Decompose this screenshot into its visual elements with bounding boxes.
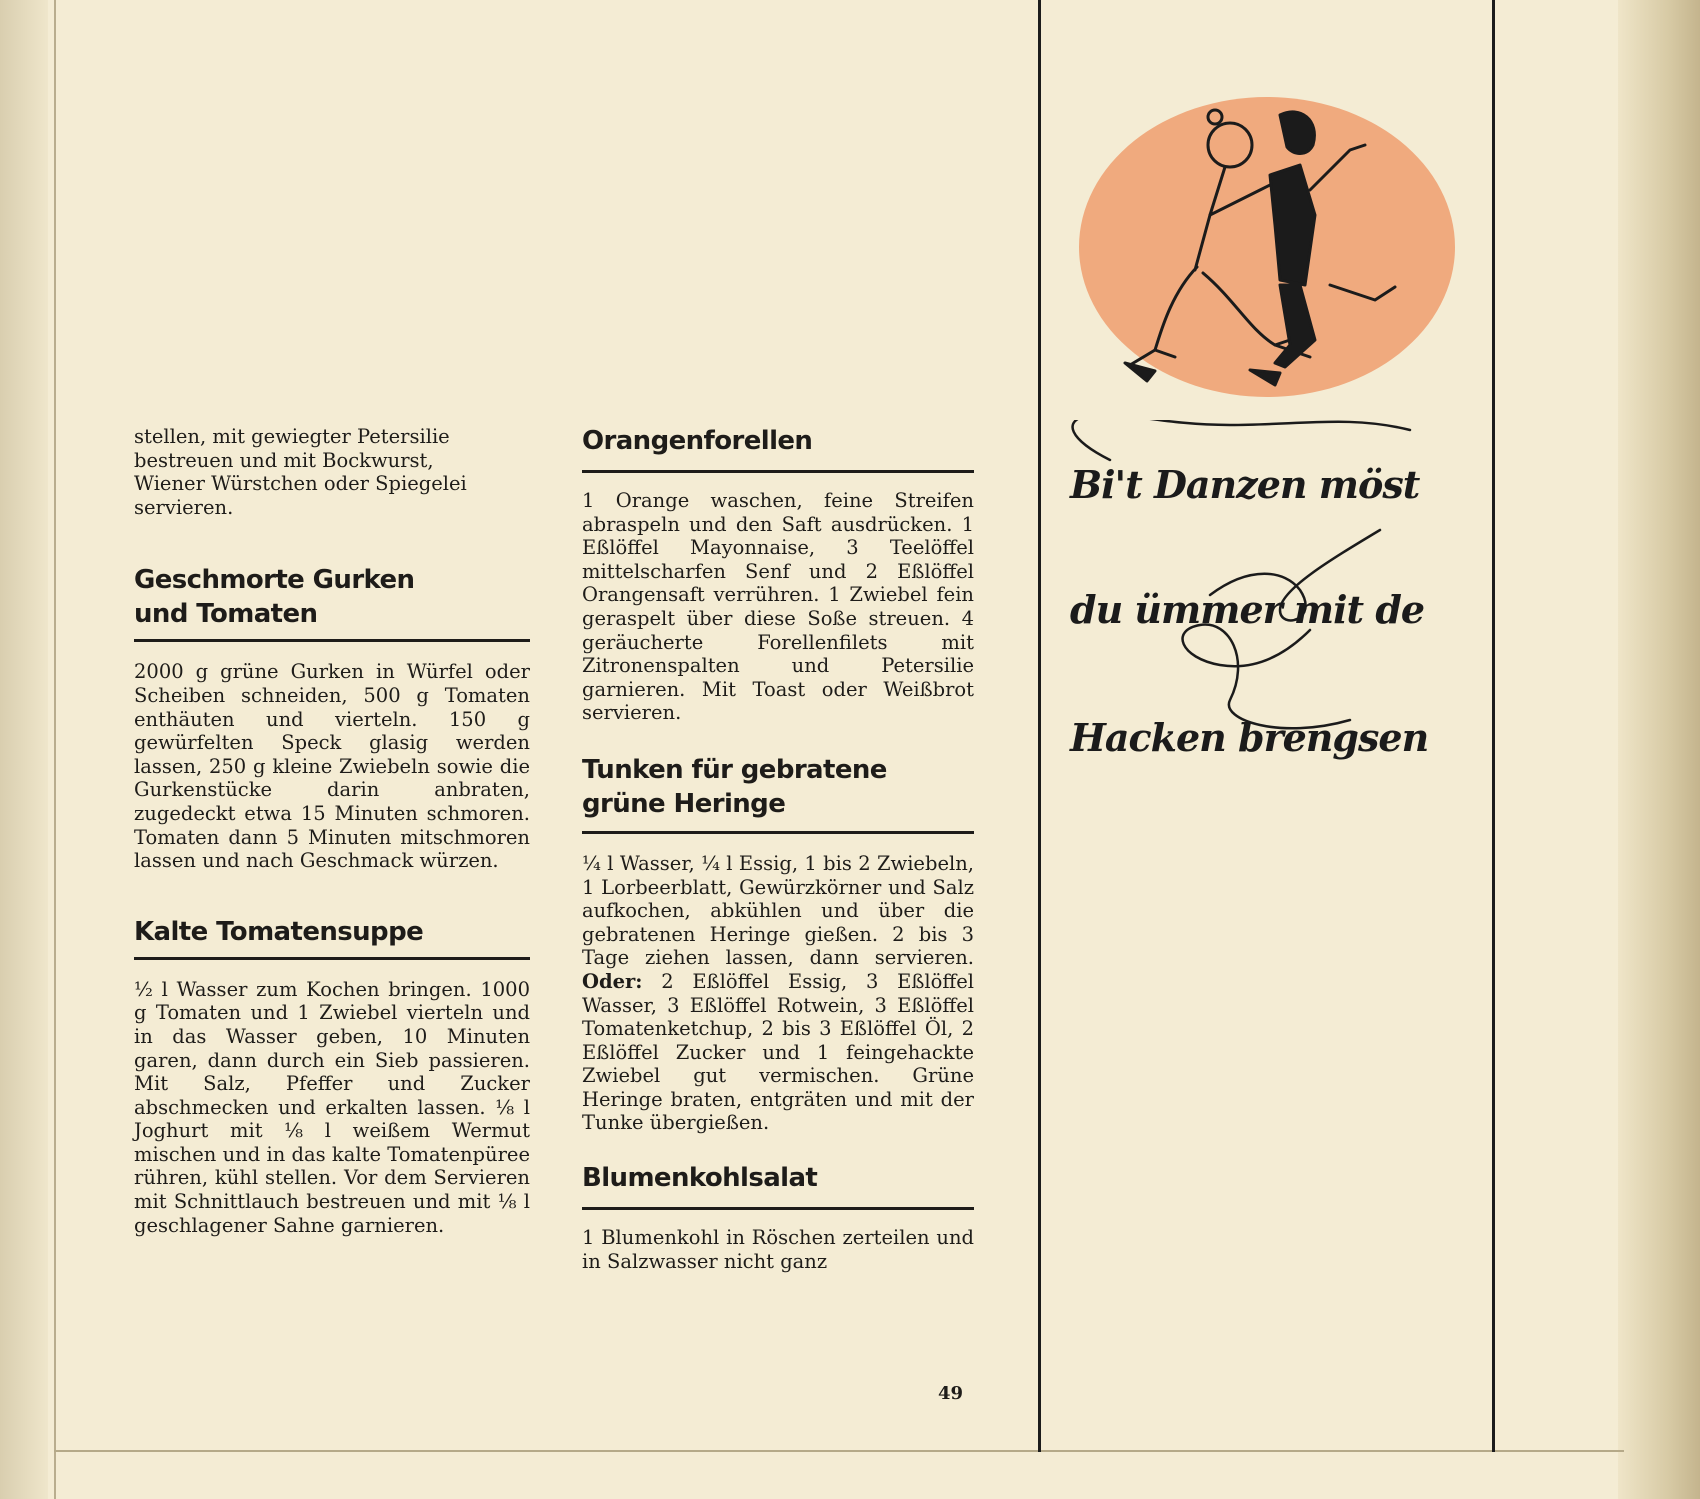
title-underline	[582, 831, 974, 834]
recipe-text-tunken-heringe	[582, 852, 974, 1135]
recipe-title-orangenforellen: Orangenforellen	[582, 426, 813, 456]
title-underline	[582, 1207, 974, 1210]
book-gutter	[0, 0, 48, 1499]
bottom-margin-line	[54, 1450, 1624, 1452]
recipe-title-geschmorte-gurken: Geschmorte Gurken und Tomaten	[134, 565, 415, 630]
recipe-text-blumenkohlsalat: 1 Blumenkohl in Röschen zerteilen und in Salzwasser nicht ganz	[582, 1226, 974, 1273]
recipe-title-blumenkohlsalat: Blumenkohlsalat	[582, 1163, 818, 1194]
title-underline	[582, 470, 974, 473]
motto-line-1: Bi't Danzen möst	[1070, 462, 1420, 507]
recipe-title-kalte-tomatensuppe: Kalte Tomatensuppe	[134, 916, 424, 947]
motto-line-2: du ümmer mit de	[1070, 587, 1425, 632]
middle-column	[582, 424, 974, 1273]
recipe-text-main: ¼ l Wasser, ¼ l Essig, 1 bis 2 Zwiebeln, 1 Lorbeerblatt, Gewürzkörner und Salz aufkochen, abkühlen und über die gebratenen Heringe gießen. 2 bis 3 Tage ziehen lassen, dann servieren.	[582, 851, 974, 970]
left-margin-line	[54, 0, 56, 1499]
left-column	[134, 425, 530, 1237]
alternative-label: Oder:	[582, 969, 643, 993]
motto-line-3: Hacken brengsen	[1070, 715, 1429, 760]
intro-text: stellen, mit gewiegter Petersilie bestreuen und mit Bockwurst, Wiener Würstchen oder Spiegelei servieren.	[134, 425, 467, 519]
recipe-text-geschmorte-gurken: 2000 g grüne Gurken in Würfel oder Scheiben schneiden, 500 g Tomaten enthäuten und vierteln. 150 g gewürfelten Speck glasig werden lassen, 250 g kleine Zwiebeln sowie die Gurkenstücke darin anbraten, zugedeckt etwa 15 Minuten schmoren. Tomaten dann 5 Minuten mitschmoren lassen und nach Geschmack würzen.	[134, 660, 530, 873]
page-edge	[1618, 0, 1700, 1499]
recipe-text-kalte-tomatensuppe: ½ l Wasser zum Kochen bringen. 1000 g Tomaten und 1 Zwiebel vierteln und in das Wasser geben, 10 Minuten garen, dann durch ein Sieb passieren. Mit Salz, Pfeffer und Zucker abschmecken und erkalten lassen. ⅛ l Joghurt mit ⅛ l weißem Wermut mischen und in das kalte Tomatenpüree rühren, kühl stellen. Vor dem Servieren mit Schnittlauch bestreuen und mit ⅛ l geschlagener Sahne garnieren.	[134, 977, 530, 1237]
recipe-title-tunken-heringe: Tunken für gebratene grüne Heringe	[582, 754, 887, 819]
alternative-text: 2 Eßlöffel Essig, 3 Eßlöffel Wasser, 3 Eßlöffel Rotwein, 3 Eßlöffel Tomatenketchup, 2 bis 3 Eßlöffel Öl, 2 Eßlöffel Zucker und 1 feingehackte Zwiebel gut vermischen. Grüne Heringe braten, entgräten und mit der Tunke übergießen.	[582, 969, 974, 1135]
dancing-couple-icon	[1075, 95, 1460, 405]
title-underline	[134, 639, 530, 642]
recipe-text-orangenforellen: 1 Orange waschen, feine Streifen abraspeln und den Saft ausdrücken. 1 Eßlöffel Mayonnaise, 3 Teelöffel mittelscharfen Senf und 2 Eßlöffel Orangensaft verrühren. 1 Zwiebel fein geraspelt über diese Soße streuen. 4 geräucherte Forellenfilets mit Zitronenspalten und Petersilie garnieren. Mit Toast oder Weißbrot servieren.	[582, 489, 974, 725]
page-number: 49	[938, 1383, 964, 1404]
panel-divider-left	[1038, 0, 1041, 1452]
title-underline	[134, 957, 530, 960]
